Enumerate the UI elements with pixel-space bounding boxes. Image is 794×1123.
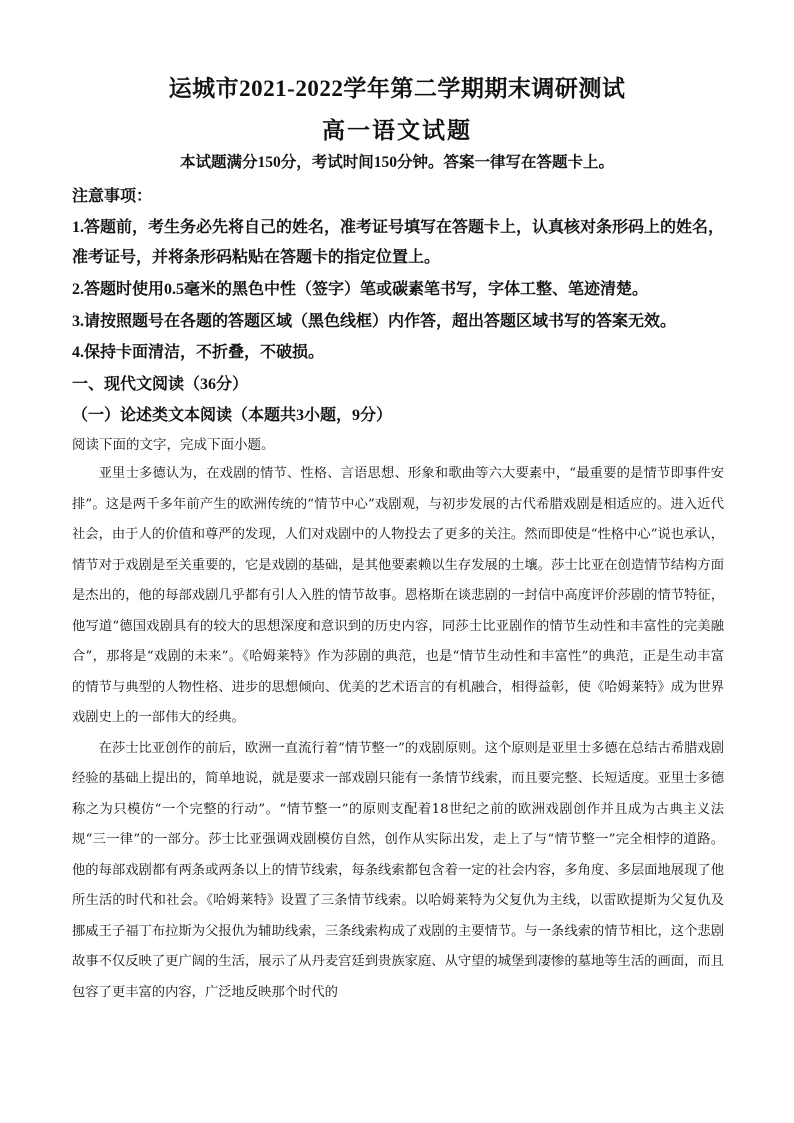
notes-heading: 注意事项：: [72, 188, 153, 205]
passage-paragraph-1: 亚里士多德认为，在戏剧的情节、性格、言语思想、形象和歌曲等六大要素中，“最重要的是情节即事件安排”。这是两千多年前产生的欧洲传统的“情节中心”戏剧观，与初步发展的古代希腊戏剧是相适应的。进入近代社会，由于人的价值和尊严的发现，人们对戏剧中的人物投去了更多的关注。然而即使是“性格中心”说也承认，情节对于戏剧是至关重要的，它是戏剧的基础，是其他要素赖以生存发展的土壤。莎士比亚在创造情节结构方面是杰出的，他的每部戏剧几乎都有引人入胜的情节故事。恩格斯在谈悲剧的一封信中高度评价莎剧的情节特征，他写道“德国戏剧具有的较大的思想深度和意识到的历史内容，同莎士比亚剧作的情节生动性和丰富性的完美融合”，那将是“戏剧的未来”。《哈姆莱特》作为莎剧的典范，也是“情节生动性和丰富性”的典范，正是生动丰富的情节与典型的人物性格、进步的思想倾向、优美的艺术语言的有机融合，相得益彰，使《哈姆莱特》成为世界戏剧史上的一部伟大的经典。: [72, 466, 724, 725]
exam-subtitle: 高一语文试题: [322, 118, 472, 143]
note-item-1-line-2: 准考证号，并将条形码粘贴在答题卡的指定位置上。: [72, 249, 441, 266]
section-heading: 一、现代文阅读（36分）: [72, 376, 249, 393]
section-subheading: （一）论述类文本阅读（本题共3小题，9分）: [72, 407, 393, 424]
note-item-2: 2.答题时使用0.5毫米的黑色中性（签字）笔或碳素笔书写，字体工整、笔迹清楚。: [72, 281, 649, 298]
section-instruction: 阅读下面的文字，完成下面小题。: [72, 437, 275, 452]
note-item-1-line-1: 1.答题前，考生务必先将自己的姓名，准考证号填写在答题卡上，认真核对条形码上的姓名，: [72, 219, 725, 236]
exam-title: 运城市2021-2022学年第二学期期末调研测试: [168, 76, 626, 101]
passage-paragraph-2: 在莎士比亚创作的前后，欧洲一直流行着“情节整一”的戏剧原则。这个原则是亚里士多德在总结古希腊戏剧经验的基础上提出的，简单地说，就是要求一部戏剧只能有一条情节线索，而且要完整、长短适度。亚里士多德称之为只模仿“一个完整的行动”。“情节整一”的原则支配着18世纪之前的欧洲戏剧创作并且成为古典主义法规“三一律”的一部分。莎士比亚强调戏剧模仿自然，创作从实际出发，走上了与“情节整一”完全相悖的道路。他的每部戏剧都有两条或两条以上的情节线索，每条线索都包含着一定的社会内容，多角度、多层面地展现了他所生活的时代和社会。《哈姆莱特》设置了三条情节线索。以哈姆莱特为父复仇为主线，以雷欧提斯为父复仇及挪威王子福丁布拉斯为父报仇为辅助线索，三条线索构成了戏剧的主要情节。与一条线索的情节相比，这个悲剧故事不仅反映了更广阔的生活，展示了从丹麦宫廷到贵族家庭、从守望的城堡到凄惨的墓地等生活的画面，而且包容了更丰富的内容，广泛地反映那个时代的: [72, 740, 724, 1000]
exam-info: 本试题满分150分，考试时间150分钟。答案一律写在答题卡上。: [179, 154, 614, 171]
note-item-3: 3.请按照题号在各题的答题区域（黑色线框）内作答，超出答题区域书写的答案无效。: [72, 313, 677, 330]
passage: [72, 459, 724, 1008]
note-item-4: 4.保持卡面清洁，不折叠，不破损。: [72, 344, 325, 361]
